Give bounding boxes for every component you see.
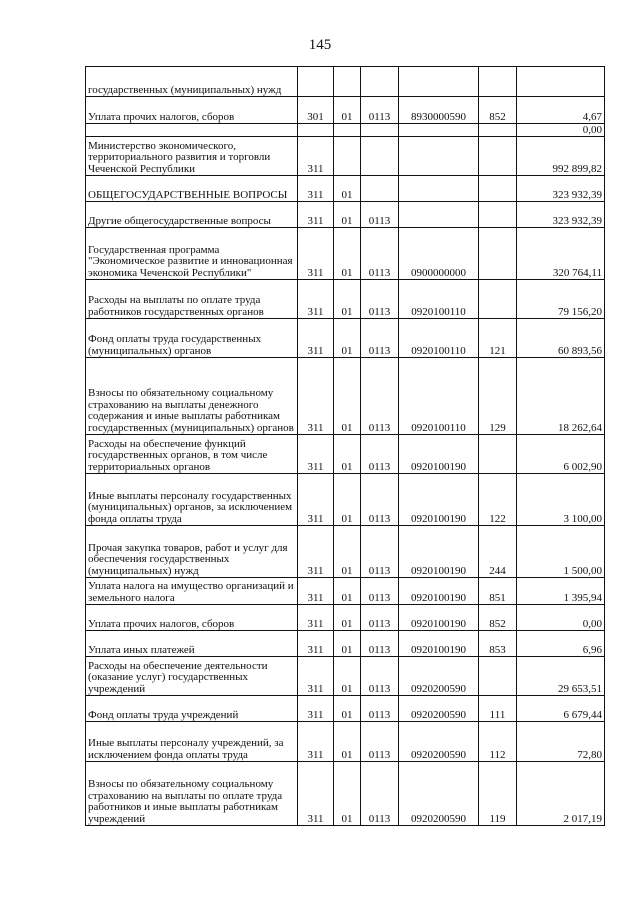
subsection-code — [361, 137, 399, 176]
expense-type-code: 111 — [479, 696, 517, 722]
row-name: государственных (муниципальных) нужд — [86, 67, 298, 97]
expense-type-code: 852 — [479, 97, 517, 124]
section-code — [334, 124, 361, 137]
subsection-code — [361, 67, 399, 97]
subsection-code: 0113 — [361, 722, 399, 762]
table-row — [86, 474, 605, 526]
table-row — [86, 67, 605, 97]
table-row — [86, 97, 605, 124]
expense-type-code: 852 — [479, 605, 517, 631]
expense-type-code: 119 — [479, 762, 517, 826]
expense-type-code: 112 — [479, 722, 517, 762]
ministry-code: 311 — [298, 605, 334, 631]
section-code: 01 — [334, 605, 361, 631]
row-name: Взносы по обязательному социальному страхованию на выплаты денежного содержания и иные выплаты работникам государственных (муниципальных) органов — [86, 358, 298, 435]
ministry-code — [298, 124, 334, 137]
row-name: Уплата прочих налогов, сборов — [86, 97, 298, 124]
expense-type-code: 244 — [479, 526, 517, 578]
section-code: 01 — [334, 631, 361, 657]
section-code: 01 — [334, 722, 361, 762]
expense-type-code — [479, 657, 517, 696]
row-name: Расходы на обеспечение деятельности (оказание услуг) государственных учреждений — [86, 657, 298, 696]
row-name: Уплата прочих налогов, сборов — [86, 605, 298, 631]
section-code: 01 — [334, 202, 361, 228]
target-code: 0920200590 — [399, 696, 479, 722]
expense-type-code: 122 — [479, 474, 517, 526]
target-code — [399, 124, 479, 137]
amount: 60 893,56 — [517, 319, 605, 358]
row-name: Государственная программа "Экономическое развитие и инновационная экономика Чеченской Республики" — [86, 228, 298, 280]
subsection-code: 0113 — [361, 435, 399, 474]
subsection-code: 0113 — [361, 228, 399, 280]
subsection-code: 0113 — [361, 526, 399, 578]
table-row — [86, 202, 605, 228]
amount: 323 932,39 — [517, 202, 605, 228]
subsection-code: 0113 — [361, 319, 399, 358]
amount: 72,80 — [517, 722, 605, 762]
ministry-code: 311 — [298, 762, 334, 826]
table-row — [86, 696, 605, 722]
ministry-code: 311 — [298, 176, 334, 202]
page-number: 145 — [308, 37, 332, 53]
table-row — [86, 228, 605, 280]
target-code: 8930000590 — [399, 97, 479, 124]
subsection-code: 0113 — [361, 631, 399, 657]
expense-type-code — [479, 137, 517, 176]
expense-type-code — [479, 435, 517, 474]
row-name: Расходы на обеспечение функций государственных органов, в том числе территориальных органов — [86, 435, 298, 474]
table-row — [86, 176, 605, 202]
row-name: Иные выплаты персоналу учреждений, за исключением фонда оплаты труда — [86, 722, 298, 762]
amount: 6 679,44 — [517, 696, 605, 722]
target-code — [399, 67, 479, 97]
target-code — [399, 137, 479, 176]
ministry-code: 311 — [298, 526, 334, 578]
table-row — [86, 137, 605, 176]
table-row — [86, 358, 605, 435]
target-code: 0920100190 — [399, 474, 479, 526]
section-code: 01 — [334, 280, 361, 319]
expense-type-code: 121 — [479, 319, 517, 358]
row-name: Фонд оплаты труда учреждений — [86, 696, 298, 722]
ministry-code: 301 — [298, 97, 334, 124]
target-code: 0920200590 — [399, 722, 479, 762]
target-code: 0920100110 — [399, 358, 479, 435]
target-code: 0920100110 — [399, 319, 479, 358]
amount: 2 017,19 — [517, 762, 605, 826]
section-code: 01 — [334, 176, 361, 202]
subsection-code: 0113 — [361, 578, 399, 605]
section-code: 01 — [334, 228, 361, 280]
table-row — [86, 722, 605, 762]
subsection-code: 0113 — [361, 605, 399, 631]
target-code: 0920100190 — [399, 526, 479, 578]
target-code: 0920200590 — [399, 762, 479, 826]
row-name: Прочая закупка товаров, работ и услуг для обеспечения государственных (муниципальных) нужд — [86, 526, 298, 578]
target-code — [399, 176, 479, 202]
expense-type-code — [479, 202, 517, 228]
amount: 18 262,64 — [517, 358, 605, 435]
subsection-code: 0113 — [361, 762, 399, 826]
row-name: Расходы на выплаты по оплате труда работников государственных органов — [86, 280, 298, 319]
section-code: 01 — [334, 358, 361, 435]
amount: 992 899,82 — [517, 137, 605, 176]
row-name: Взносы по обязательному социальному страхованию на выплаты по оплате труда работников и иные выплаты работникам учреждений — [86, 762, 298, 826]
ministry-code: 311 — [298, 578, 334, 605]
amount: 4,67 — [517, 97, 605, 124]
row-name: Министерство экономического, территориального развития и торговли Чеченской Республики — [86, 137, 298, 176]
expense-type-code — [479, 124, 517, 137]
target-code: 0920100190 — [399, 578, 479, 605]
expense-type-code: 129 — [479, 358, 517, 435]
section-code: 01 — [334, 526, 361, 578]
amount: 3 100,00 — [517, 474, 605, 526]
section-code: 01 — [334, 474, 361, 526]
ministry-code: 311 — [298, 435, 334, 474]
amount: 0,00 — [517, 124, 605, 137]
table-row — [86, 631, 605, 657]
section-code: 01 — [334, 762, 361, 826]
expense-type-code: 853 — [479, 631, 517, 657]
amount: 0,00 — [517, 605, 605, 631]
target-code: 0920100190 — [399, 435, 479, 474]
section-code: 01 — [334, 319, 361, 358]
section-code: 01 — [334, 97, 361, 124]
section-code — [334, 67, 361, 97]
row-name: Фонд оплаты труда государственных (муниципальных) органов — [86, 319, 298, 358]
ministry-code: 311 — [298, 319, 334, 358]
table-row — [86, 435, 605, 474]
budget-table — [85, 66, 605, 826]
section-code: 01 — [334, 696, 361, 722]
expense-type-code — [479, 67, 517, 97]
ministry-code: 311 — [298, 280, 334, 319]
target-code: 0920100110 — [399, 280, 479, 319]
row-name: Уплата иных платежей — [86, 631, 298, 657]
expense-type-code — [479, 228, 517, 280]
amount: 320 764,11 — [517, 228, 605, 280]
row-name: ОБЩЕГОСУДАРСТВЕННЫЕ ВОПРОСЫ — [86, 176, 298, 202]
subsection-code: 0113 — [361, 474, 399, 526]
table-row — [86, 319, 605, 358]
amount: 6,96 — [517, 631, 605, 657]
target-code — [399, 202, 479, 228]
subsection-code: 0113 — [361, 97, 399, 124]
table-row — [86, 578, 605, 605]
amount — [517, 67, 605, 97]
table-row — [86, 762, 605, 826]
ministry-code: 311 — [298, 137, 334, 176]
ministry-code: 311 — [298, 228, 334, 280]
ministry-code: 311 — [298, 202, 334, 228]
expense-type-code — [479, 280, 517, 319]
row-name: Уплата налога на имущество организаций и земельного налога — [86, 578, 298, 605]
section-code: 01 — [334, 657, 361, 696]
row-name — [86, 124, 298, 137]
amount: 29 653,51 — [517, 657, 605, 696]
ministry-code: 311 — [298, 358, 334, 435]
row-name: Другие общегосударственные вопросы — [86, 202, 298, 228]
section-code: 01 — [334, 578, 361, 605]
amount: 6 002,90 — [517, 435, 605, 474]
ministry-code — [298, 67, 334, 97]
section-code: 01 — [334, 435, 361, 474]
ministry-code: 311 — [298, 696, 334, 722]
section-code — [334, 137, 361, 176]
target-code: 0920200590 — [399, 657, 479, 696]
amount: 1 395,94 — [517, 578, 605, 605]
table-row — [86, 280, 605, 319]
table-row — [86, 657, 605, 696]
ministry-code: 311 — [298, 722, 334, 762]
amount: 323 932,39 — [517, 176, 605, 202]
subsection-code: 0113 — [361, 202, 399, 228]
ministry-code: 311 — [298, 474, 334, 526]
table-row — [86, 526, 605, 578]
row-name: Иные выплаты персоналу государственных (муниципальных) органов, за исключением фонда оплаты труда — [86, 474, 298, 526]
target-code: 0900000000 — [399, 228, 479, 280]
table-row — [86, 124, 605, 137]
subsection-code: 0113 — [361, 280, 399, 319]
subsection-code: 0113 — [361, 657, 399, 696]
subsection-code — [361, 176, 399, 202]
subsection-code — [361, 124, 399, 137]
target-code: 0920100190 — [399, 605, 479, 631]
table-row — [86, 605, 605, 631]
ministry-code: 311 — [298, 631, 334, 657]
subsection-code: 0113 — [361, 696, 399, 722]
target-code: 0920100190 — [399, 631, 479, 657]
ministry-code: 311 — [298, 657, 334, 696]
subsection-code: 0113 — [361, 358, 399, 435]
amount: 1 500,00 — [517, 526, 605, 578]
expense-type-code: 851 — [479, 578, 517, 605]
expense-type-code — [479, 176, 517, 202]
amount: 79 156,20 — [517, 280, 605, 319]
